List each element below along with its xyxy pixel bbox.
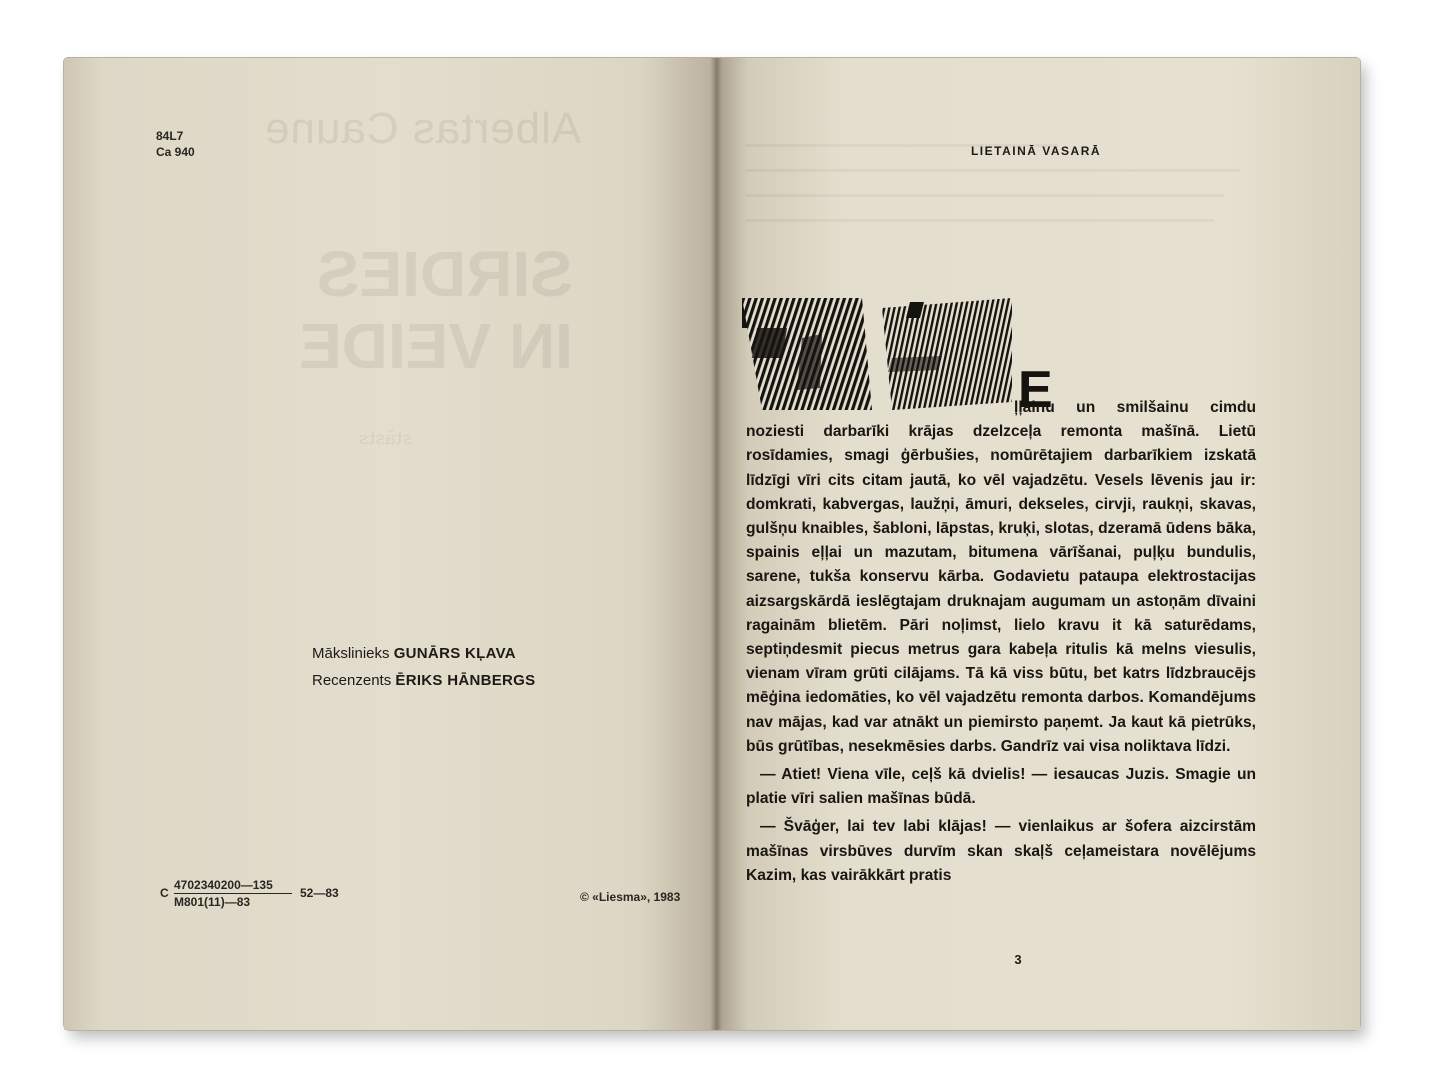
imprint-numerator: 4702340200—135 bbox=[174, 878, 292, 894]
credit-role: Mākslinieks bbox=[312, 645, 390, 662]
show-through-lines bbox=[746, 144, 1266, 244]
left-page bbox=[64, 58, 716, 1030]
imprint-letter: C bbox=[160, 886, 169, 900]
paragraph: — Švāģer, lai tev labi klājas! — vienlaikus ar šofera aizcirstām mašīnas virsbūves durvīm skan skaļš ceļameistara novēlējums Kazim, kas vairākkārt pratis bbox=[746, 818, 1256, 884]
credit-role: Recenzents bbox=[312, 672, 392, 689]
right-page bbox=[716, 58, 1360, 1030]
show-through-author: Albertas Caune bbox=[264, 104, 582, 153]
credits bbox=[312, 640, 535, 694]
copyright-notice: © «Liesma», 1983 bbox=[580, 890, 681, 904]
paragraph: ļļainu un smilšainu cimdu noziesti darbarīki krājas dzelzceļa remonta mašīnā. Lietū rosīdamies, smagi ģērbušies, nomūrētajiem darbarīkiem izskatā līdzīgi vīri cits citam jautā, ko vēl vajadzētu. Vesels lēvenis jau ir: domkrati, kabvergas, laužņi, āmuri, dekseles, cirvji, raukņi, skavas, gulšņu knaibles, šabloni, lāpstas, kruķi, slotas, dzeramā ūdens bāka, spainis eļļai un mazutam, bitumena vārīšanai, puļķu bundulis, sarene, tukša konservu kārba. Godavietu pataupa elektrostacijas aizsargskārdā ieslēgtajam druknajam augumam un astoņām dīvaini ragainām blietēm. Pāri noļimst, lielo kravu it kā saturēdams, septiņdesmit piecus metrus gara kabeļa ritulis kā melns viesulis, vienam vīram grūti cilājams. Tā kā viss būtu, bet katrs līdzbraucējs mēģina iedomāties, ko vēl vajadzētu remonta darbos. Komandējums nav mājas, kad var atnākt un piemirsto paņemt. Ja kaut kā pietrūks, būs grūtības, nesekmēsies darbs. Gandrīz vai visa noliktava līdzi. bbox=[746, 399, 1256, 755]
rain-illustration bbox=[742, 298, 1012, 410]
body-text bbox=[746, 396, 1256, 888]
paragraph: — Atiet! Viena vīle, ceļš kā dvielis! — iesaucas Juzis. Smagie un platie vīri salien mašīnas būdā. bbox=[746, 766, 1256, 808]
credit-name: ĒRIKS HĀNBERGS bbox=[395, 672, 536, 689]
imprint-code: 52—83 bbox=[300, 886, 339, 900]
credit-name: GUNĀRS KĻAVA bbox=[393, 645, 516, 662]
drop-cap: E bbox=[1018, 361, 1053, 419]
page-number: 3 bbox=[1014, 952, 1022, 967]
imprint-denominator: M801(11)—83 bbox=[174, 895, 251, 909]
credit-illustrator bbox=[312, 640, 535, 667]
show-through-subtitle: stāsts bbox=[359, 428, 412, 449]
credit-reviewer bbox=[312, 667, 535, 694]
library-catalog-code bbox=[156, 128, 195, 160]
catalog-line: 84L7 bbox=[156, 129, 184, 143]
chapter-title: LIETAINĀ VASARĀ bbox=[970, 144, 1102, 158]
open-book bbox=[64, 58, 1360, 1030]
book-gutter bbox=[710, 58, 722, 1030]
show-through-title: SIRDIES IN VEIDE bbox=[299, 238, 573, 382]
catalog-line: Ca 940 bbox=[156, 145, 195, 159]
imprint-fraction bbox=[174, 878, 292, 909]
